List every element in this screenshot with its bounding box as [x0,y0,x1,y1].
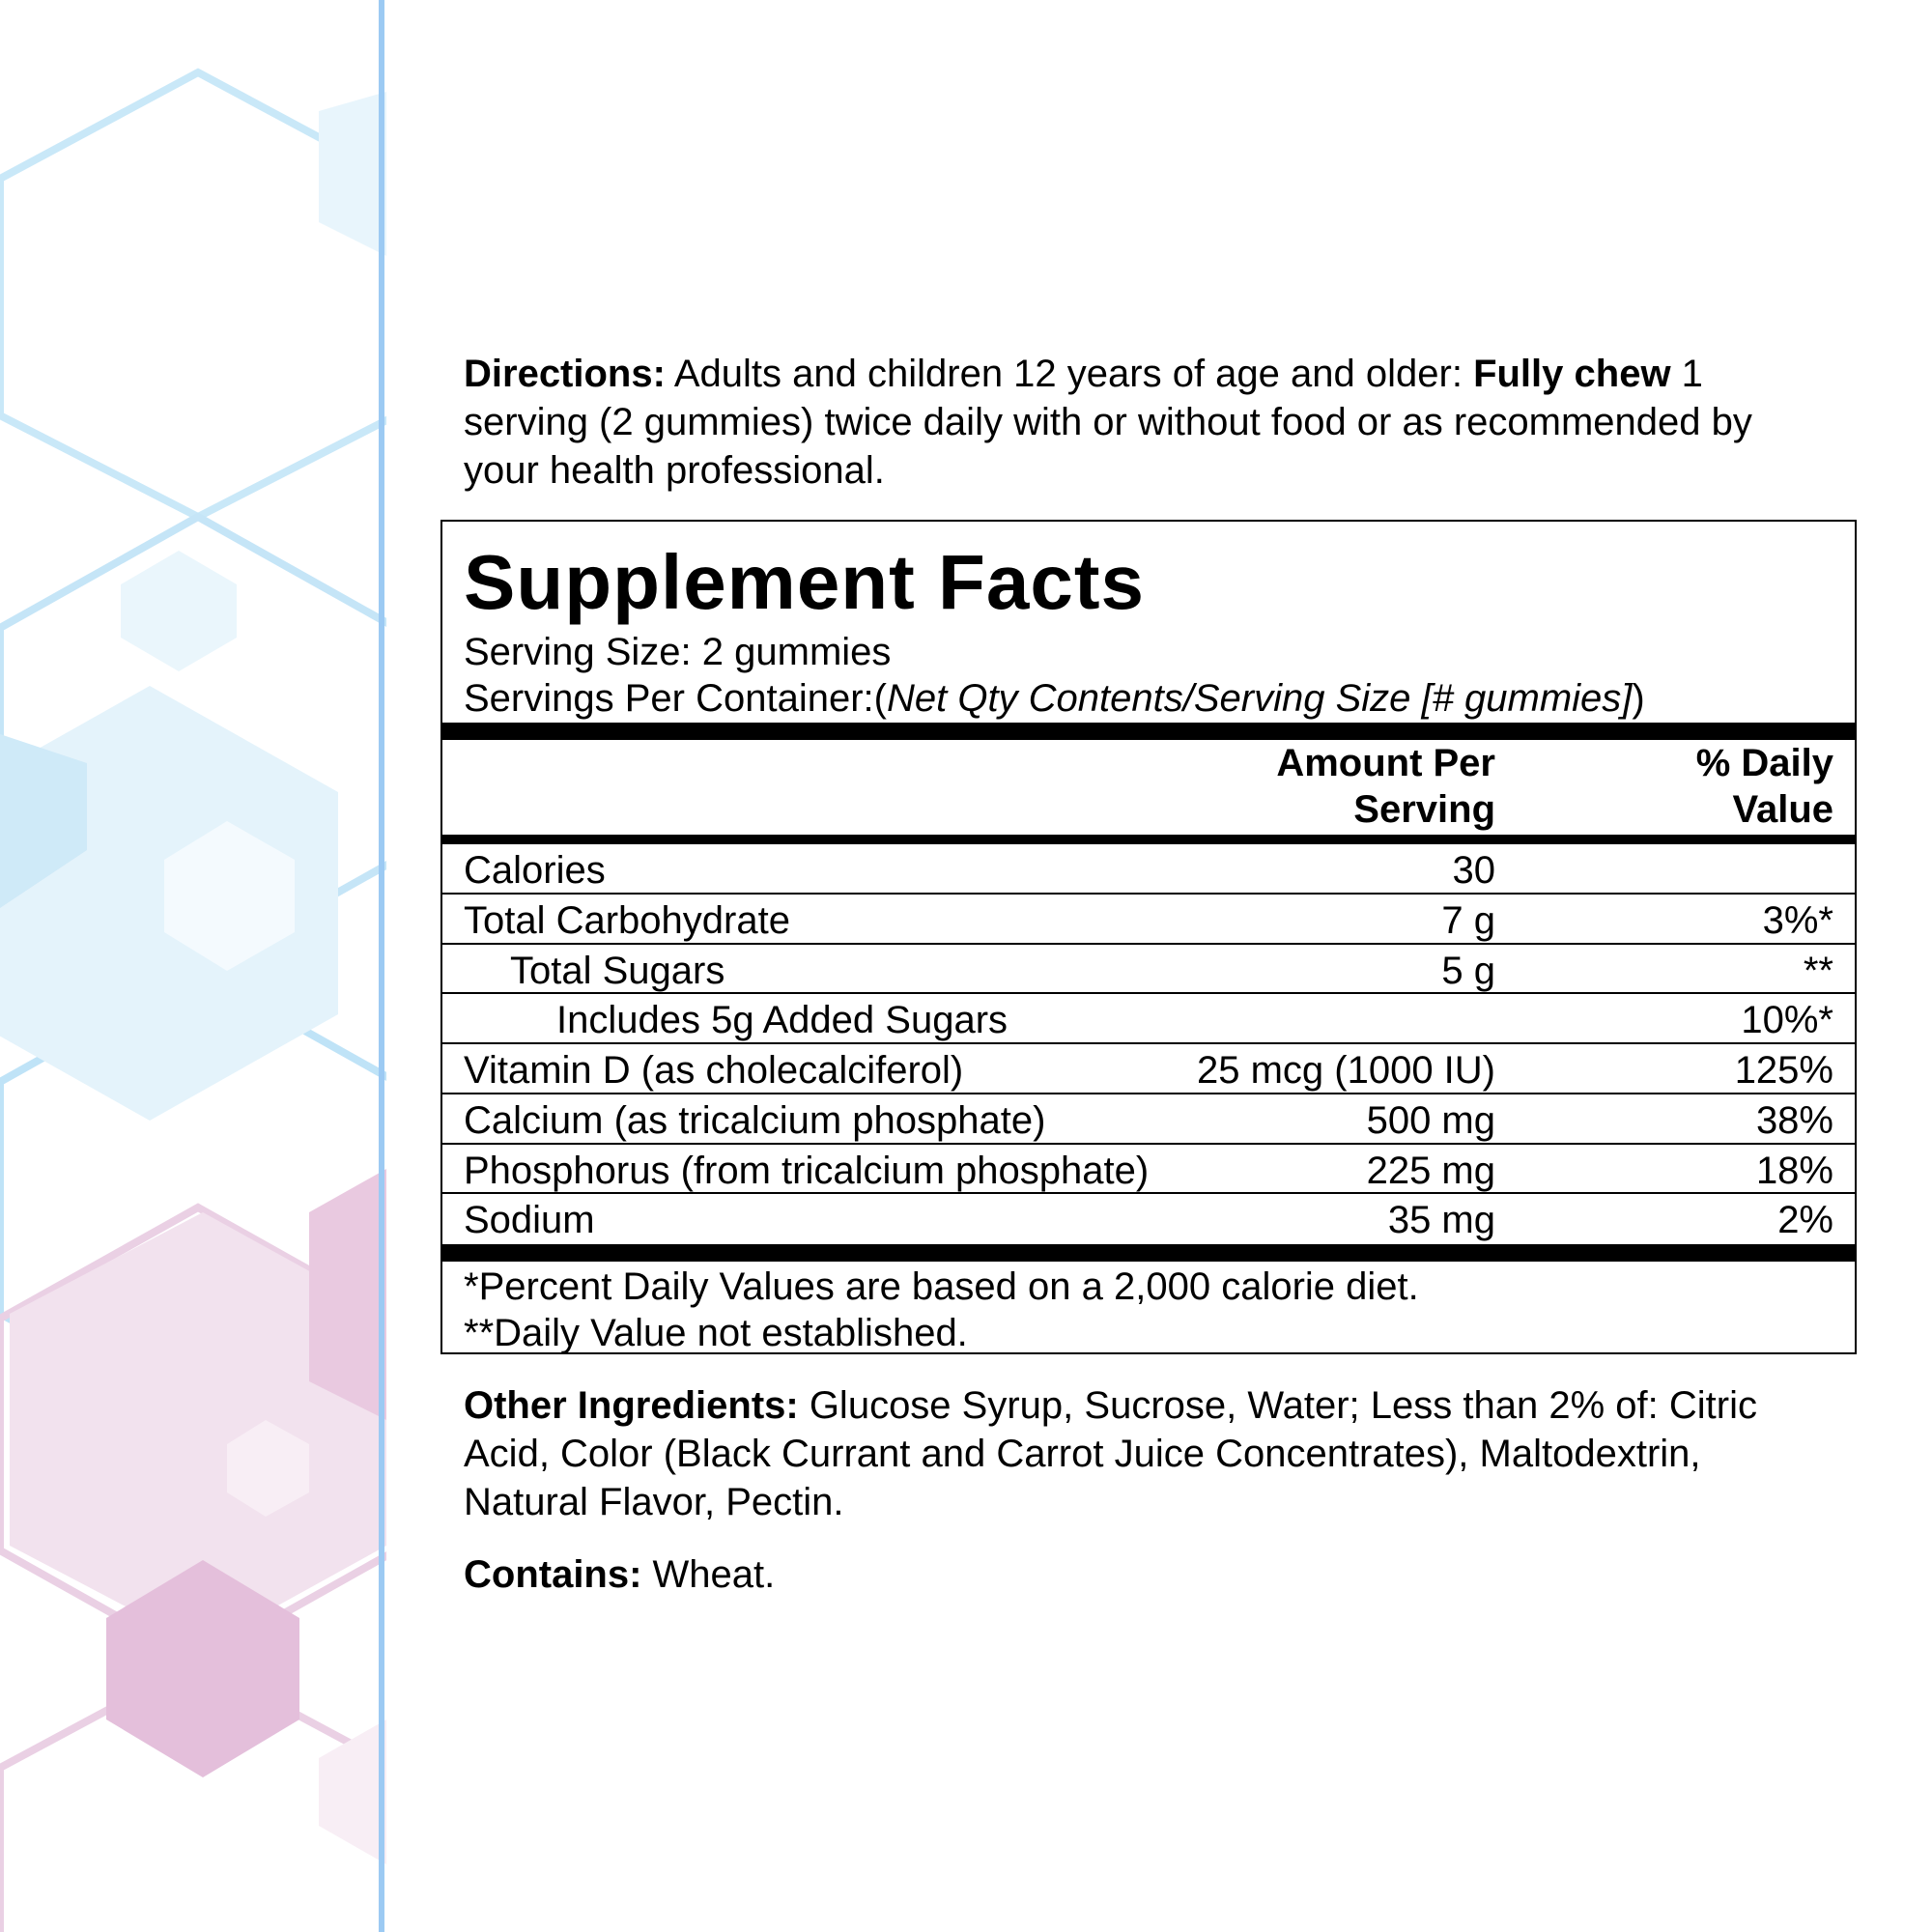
servings-per-container [464,674,1645,723]
nutrient-name: Calories [464,849,606,892]
nutrient-daily-value: 125% [1734,1049,1833,1092]
contains-label: Contains: [464,1553,642,1596]
nutrient-daily-value: 18% [1755,1149,1833,1192]
nutrient-name: Sodium [464,1199,595,1242]
other-ingredients-list: Glucose Syrup, Sucrose, Water; Less than 2% of: Citric Acid, Color (Black Currant and Carrot Juice Concentrates), Maltodextrin, Natural Flavor, Pectin. [464,1384,1757,1523]
serving-size: Serving Size: 2 gummies [464,631,892,673]
header-dv-line-2: Value [1732,788,1833,831]
nutrient-daily-value: 3%* [1762,898,1833,942]
contains-text [464,1550,1835,1599]
nutrient-daily-value: 38% [1755,1098,1833,1142]
nutrient-daily-value: ** [1803,949,1833,992]
header-amount-per-serving [1206,740,1495,833]
nutrient-name: Total Carbohydrate [464,898,790,942]
nutrient-daily-value: 10%* [1741,999,1833,1042]
thick-rule-header [442,835,1855,844]
nutrient-amount: 35 mg [1387,1199,1495,1242]
vertical-divider [379,0,384,1932]
other-ingredients-text [464,1381,1835,1526]
servings-per-label: Servings Per Container:( [464,677,887,720]
nutrient-row-calcium [442,1094,1855,1145]
nutrient-name: Vitamin D (as cholecalciferol) [464,1049,964,1092]
directions-label: Directions: [464,353,666,395]
nutrient-row-calories [442,844,1855,895]
nutrient-name: Calcium (as tricalcium phosphate) [464,1098,1046,1142]
nutrient-daily-value: 2% [1777,1199,1833,1242]
header-daily-value [1582,740,1833,833]
nutrient-row-phosphorus [442,1145,1855,1195]
directions-text-1: Adults and children 12 years of age and older: [665,353,1474,395]
nutrient-row-sodium [442,1194,1855,1244]
nutrient-amount: 7 g [1441,898,1495,942]
servings-per-value: Net Qty Contents/Serving Size [# gummies] [886,677,1633,720]
directions-emphasis: Fully chew [1473,353,1671,395]
directions-text [464,350,1835,495]
other-ingredients-label: Other Ingredients: [464,1384,799,1427]
nutrient-amount: 225 mg [1366,1149,1495,1192]
nutrient-amount: 25 mcg (1000 IU) [1196,1049,1495,1092]
nutrient-row-added-sugars [442,994,1855,1044]
nutrient-name: Includes 5g Added Sugars [556,999,1009,1042]
header-dv-line-1: % Daily [1695,742,1833,784]
supplement-facts-panel [440,520,1857,1354]
facts-title: Supplement Facts [464,539,1146,625]
nutrient-row-total-carbohydrate [442,895,1855,945]
header-amount-line-1: Amount Per [1276,742,1495,784]
footnote-daily-values: *Percent Daily Values are based on a 2,000 calorie diet. [464,1265,1419,1308]
servings-per-close: ) [1632,677,1645,720]
nutrient-row-vitamin-d [442,1044,1855,1094]
nutrient-row-total-sugars [442,945,1855,995]
header-amount-line-2: Serving [1353,788,1495,831]
footnote-not-established: **Daily Value not established. [464,1312,968,1354]
hexagon-pattern-decoration [0,0,386,1932]
nutrient-rows [442,844,1855,1244]
thick-rule-bottom [442,1244,1855,1262]
nutrient-amount: 500 mg [1366,1098,1495,1142]
nutrient-amount: 30 [1452,849,1495,892]
contains-value: Wheat. [641,1553,776,1596]
nutrient-name: Total Sugars [510,949,725,992]
thick-rule-top [442,723,1855,740]
nutrient-amount: 5 g [1441,949,1495,992]
directions-text-2: 1 serving (2 gummies) twice daily with or without food or as recommended by your health professional. [464,353,1752,492]
nutrient-name: Phosphorus (from tricalcium phosphate) [464,1149,1150,1192]
